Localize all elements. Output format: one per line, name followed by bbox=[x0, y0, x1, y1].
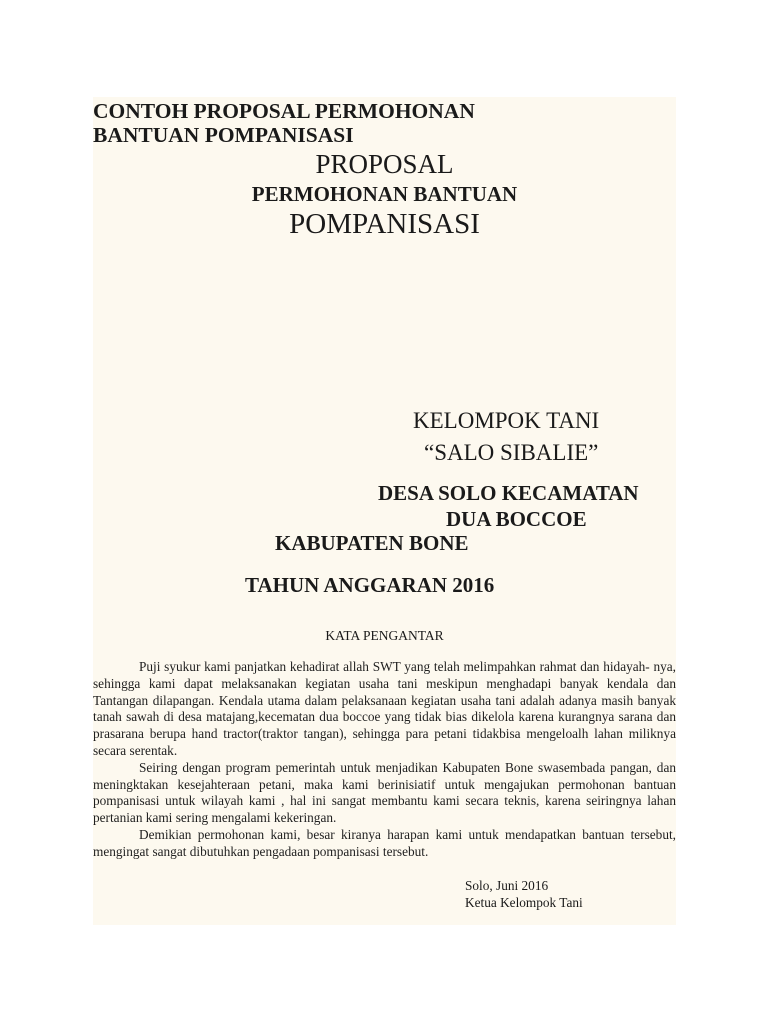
title-proposal: PROPOSAL bbox=[315, 149, 454, 179]
kata-pengantar-heading: KATA PENGANTAR bbox=[325, 628, 444, 643]
kabupaten: KABUPATEN BONE bbox=[275, 531, 469, 555]
paragraph: Puji syukur kami panjatkan kehadirat allah SWT yang telah melimpahkan rahmat dan hidayah- nya, sehingga kami dapat melaksanakan kegiatan usaha tani meskipun menghadapi banyak kendala dan Tantangan dilapangan. Kendala utama dalam pelaksanaan kegiatan usaha tani adalah adanya masih banyak tanah sawah di desa matajang,kecematan dua boccoe yang tidak bias dikelola karena kurangnya sarana dan prasarana berupa hand tractor(traktor tangan), sehingga para petani tidakbisa mengeloalh lahan miliknya secara serentak. bbox=[93, 659, 676, 758]
paragraph: Demikian permohonan kami, besar kiranya harapan kami untuk mendapatkan bantuan tersebut, mengingat sangat dibutuhkan pengadaan pompanisasi tersebut. bbox=[93, 826, 676, 859]
title-pompanisasi: POMPANISASI bbox=[289, 208, 480, 240]
heading-line-2: BANTUAN POMPANISASI bbox=[93, 123, 354, 147]
kelompok-tani: KELOMPOK TANI bbox=[413, 408, 600, 433]
desa-line-1: DESA SOLO KECAMATAN bbox=[378, 481, 639, 505]
body-text bbox=[93, 659, 676, 861]
desa-line-2: DUA BOCCOE bbox=[446, 507, 587, 531]
sign-place-date: Solo, Juni 2016 bbox=[465, 878, 549, 893]
tahun-anggaran: TAHUN ANGGARAN 2016 bbox=[245, 573, 495, 597]
sign-role: Ketua Kelompok Tani bbox=[465, 895, 583, 910]
title-permohonan: PERMOHONAN BANTUAN bbox=[251, 182, 518, 206]
kelompok-name: “SALO SIBALIE” bbox=[424, 440, 599, 465]
heading-line-1: CONTOH PROPOSAL PERMOHONAN bbox=[93, 99, 475, 123]
paragraph: Seiring dengan program pemerintah untuk menjadikan Kabupaten Bone swasembada pangan, dan meningktakan kesejahteraan petani, maka kami berinisiatif untuk mengajukan permohonan bantuan pompanisasi untuk wilayah kami , hal ini sangat membantu kami secara teknis, karena seiringnya lahan pertanian kami sering mengalami kekeringan. bbox=[93, 759, 676, 826]
document-page bbox=[93, 97, 676, 925]
